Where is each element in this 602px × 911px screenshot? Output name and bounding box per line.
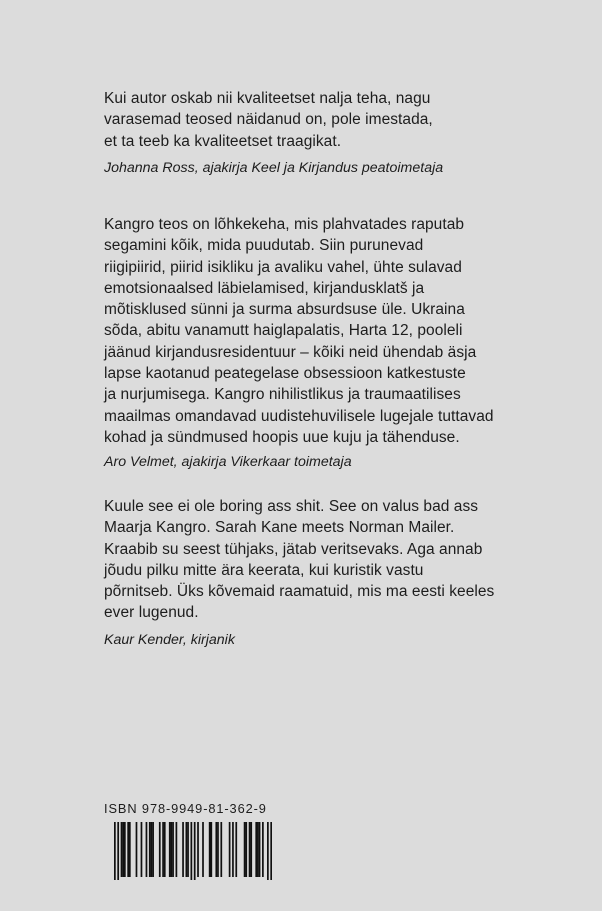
quote-text-3 bbox=[104, 496, 524, 624]
quote-line: Kuule see ei ole boring ass shit. See on valus bad ass bbox=[104, 498, 479, 515]
barcode-bar bbox=[182, 822, 184, 877]
quote-block-2 bbox=[104, 214, 524, 472]
barcode-bar bbox=[262, 822, 264, 877]
barcode-bar bbox=[245, 822, 247, 877]
barcode-bar bbox=[171, 822, 173, 877]
barcode-bar bbox=[197, 822, 199, 877]
barcode-bar bbox=[220, 822, 222, 877]
quote-line: emotsionaalsed läbielamised, kirjandusklatš ja bbox=[104, 279, 425, 297]
quote-line: ever lugenud. bbox=[104, 604, 199, 622]
quote-line: põrnitseb. Üks kõvemaid raamatuid, mis ma eesti keeles bbox=[104, 583, 495, 601]
barcode-bar bbox=[162, 822, 164, 877]
isbn-barcode bbox=[114, 822, 272, 880]
barcode-bar bbox=[117, 822, 119, 880]
quote-line: Kraabib su seest tühjaks, jätab veritsevaks. Aga annab bbox=[104, 540, 483, 558]
barcode-bar bbox=[255, 822, 257, 877]
barcode-bar bbox=[124, 822, 126, 877]
barcode-bar bbox=[270, 822, 272, 880]
barcode-bar bbox=[146, 822, 148, 877]
barcode-bar bbox=[121, 822, 123, 877]
barcode-bar bbox=[186, 822, 188, 877]
barcode-bar bbox=[209, 822, 211, 877]
quote-attribution-2: Aro Velmet, ajakirja Vikerkaar toimetaja bbox=[104, 454, 352, 471]
quote-line: segamini kõik, mida puudutab. Siin purunevad bbox=[104, 237, 424, 255]
barcode-bar bbox=[191, 822, 193, 880]
barcode-bar bbox=[210, 822, 212, 877]
quote-line: jäänud kirjandusresidentuur – kõiki neid ühendab äsja bbox=[104, 343, 477, 361]
quote-line: ja nurjumisega. Kangro nihilistlikus ja traumaatilises bbox=[104, 386, 461, 404]
quote-line: jõudu pilku mitte ära keerata, kui kuristik vastu bbox=[104, 561, 424, 579]
isbn-label: ISBN 978-9949-81-362-9 bbox=[104, 801, 267, 816]
quote-block-3 bbox=[104, 496, 524, 650]
barcode-bar bbox=[267, 822, 269, 880]
barcode-bar bbox=[122, 822, 124, 877]
barcode-bar bbox=[257, 822, 259, 877]
quote-line: riigipiirid, piirid isikliku ja avaliku vahel, ühte sulavad bbox=[104, 258, 462, 276]
barcode-bar bbox=[136, 822, 138, 877]
barcode-bar bbox=[187, 822, 189, 877]
quote-line: maailmas omandavad uudistehuvilisele lugejale tuttavad bbox=[104, 407, 494, 425]
barcode-bar bbox=[164, 822, 166, 877]
barcode-bar bbox=[259, 822, 261, 877]
quote-attribution-1: Johanna Ross, ajakirja Keel ja Kirjandus peatoimetaja bbox=[104, 159, 444, 176]
barcode-bar bbox=[149, 822, 151, 877]
quote-line: kohad ja sündmused hoopis uue kuju ja tähenduse. bbox=[104, 428, 460, 446]
barcode-bar bbox=[114, 822, 116, 880]
quote-attribution-3: Kaur Kender, kirjanik bbox=[104, 631, 235, 648]
barcode-bar bbox=[169, 822, 171, 877]
quote-block-1 bbox=[104, 88, 524, 178]
barcode-bar bbox=[172, 822, 174, 877]
barcode-bar bbox=[127, 822, 129, 877]
quote-line: varasemad teosed näidanud on, pole imestada, bbox=[104, 111, 433, 129]
quote-line: lapse kaotanud peategelase obsessioon katkestuste bbox=[104, 365, 466, 383]
barcode-bar bbox=[159, 822, 161, 877]
barcode-bar bbox=[176, 822, 178, 877]
barcode-bar bbox=[152, 822, 154, 877]
barcode-bar bbox=[232, 822, 234, 877]
quote-line: et ta teeb ka kvaliteetset traagikat. bbox=[104, 132, 342, 150]
barcode-bar bbox=[250, 822, 252, 877]
quote-text-2 bbox=[104, 214, 524, 448]
barcode-bar bbox=[229, 822, 231, 877]
barcode-bar bbox=[215, 822, 217, 877]
barcode-bar bbox=[249, 822, 251, 877]
quote-line: sõda, abitu vanamutt haiglapalatis, Harta 12, pooleli bbox=[104, 322, 463, 340]
barcode-bar bbox=[217, 822, 219, 877]
barcode-bar bbox=[151, 822, 153, 877]
quote-text-1 bbox=[104, 88, 524, 152]
barcode-bar bbox=[244, 822, 246, 877]
barcode-bar bbox=[194, 822, 196, 880]
barcode-bar bbox=[202, 822, 204, 877]
quote-line: Maarja Kangro. Sarah Kane meets Norman Mailer. bbox=[104, 519, 455, 537]
barcode-bar bbox=[141, 822, 143, 877]
barcode-bar bbox=[129, 822, 131, 877]
quote-line: Kangro teos on lõhkekeha, mis plahvatades raputab bbox=[104, 216, 465, 233]
quote-line: Kui autor oskab nii kvaliteetset nalja teha, nagu bbox=[104, 90, 431, 107]
quote-line: mõtisklused sünni ja surma absurdsuse üle. Ukraina bbox=[104, 301, 465, 319]
barcode-bar bbox=[235, 822, 237, 877]
